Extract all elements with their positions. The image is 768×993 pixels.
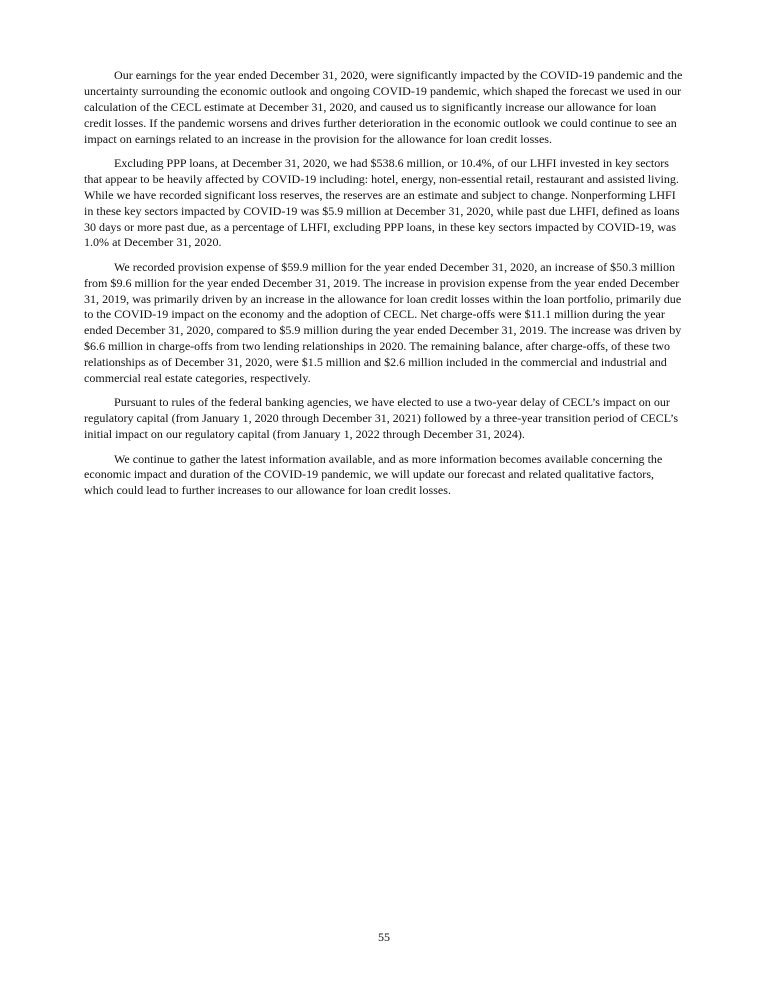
- page-number: 55: [377, 930, 391, 944]
- paragraph-forecast-update: We continue to gather the latest information available, and as more information becomes available concerning the economic impact and duration of the COVID-19 pandemic, we will update our forecast and related qualitative factors, which could lead to further increases to our allowance for loan credit losses.: [84, 451, 663, 498]
- paragraph-key-sectors: Excluding PPP loans, at December 31, 2020, we had $538.6 million, or 10.4%, of our LHFI invested in key sectors that appear to be heavily affected by COVID-19 including: hotel, energy, non-essential retail, restaurant and assisted living. While we have recorded significant loss reserves, the reserves are an estimate and subject to change. Nonperforming LHFI in these key sectors impacted by COVID-19 was $5.9 million at December 31, 2020, while past due LHFI, defined as loans 30 days or more past due, as a percentage of LHFI, excluding PPP loans, in these key sectors impacted by COVID-19, was 1.0% at December 31, 2020.: [84, 155, 680, 250]
- paragraph-regulatory-capital: Pursuant to rules of the federal banking agencies, we have elected to use a two-year delay of CECL’s impact on our regulatory capital (from January 1, 2020 through December 31, 2021) followed by a three-year transition period of CECL’s initial impact on our regulatory capital (from January 1, 2022 through December 31, 2024).: [84, 395, 679, 442]
- paragraph-earnings-impact: Our earnings for the year ended December 31, 2020, were significantly impacted by the COVID-19 pandemic and the uncertainty surrounding the economic outlook and ongoing COVID-19 pandemic, which shaped the forecast we used in our calculation of the CECL estimate at December 31, 2020, and caused us to significantly increase our allowance for loan credit losses. If the pandemic worsens and drives further deterioration in the economic outlook we could continue to see an impact on earnings related to an increase in the provision for the allowance for loan credit losses.: [84, 68, 683, 146]
- paragraph-provision-expense: We recorded provision expense of $59.9 million for the year ended December 31, 2020, an increase of $50.3 million from $9.6 million for the year ended December 31, 2019. The increase in provision expense from the year ended December 31, 2019, was primarily driven by an increase in the allowance for loan credit losses within the loan portfolio, primarily due to the COVID-19 impact on the economy and the adoption of CECL. Net charge-offs were $11.1 million during the year ended December 31, 2020, compared to $5.9 million during the year ended December 31, 2019. The increase was driven by $6.6 million in charge-offs from two lending relationships in 2020. The remaining balance, after charge-offs, of these two relationships as of December 31, 2020, were $1.5 million and $2.6 million included in the commercial and industrial and commercial real estate categories, respectively.: [84, 259, 682, 386]
- document-body: [84, 68, 684, 508]
